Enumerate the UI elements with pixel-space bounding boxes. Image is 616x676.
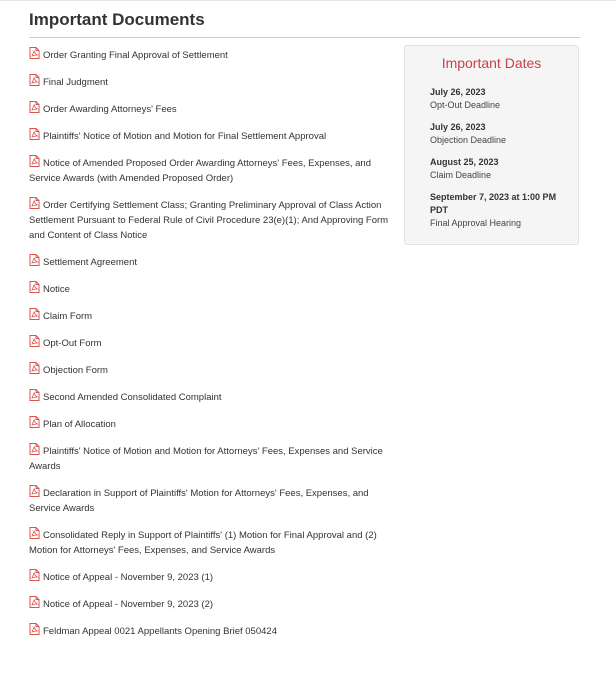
- document-link[interactable]: Settlement Agreement: [43, 257, 137, 268]
- document-link[interactable]: Notice of Appeal - November 9, 2023 (2): [43, 599, 214, 610]
- document-link[interactable]: Notice: [43, 284, 70, 295]
- top-border: [0, 0, 616, 1]
- pdf-icon: [29, 623, 40, 635]
- document-link[interactable]: Plan of Allocation: [43, 419, 116, 430]
- page-content: [29, 9, 580, 637]
- pdf-icon: [29, 443, 40, 455]
- date-entry: [430, 191, 566, 229]
- document-link[interactable]: Feldman Appeal 0021 Appellants Opening Brief 050424: [43, 626, 277, 637]
- document-list-item: [29, 197, 389, 243]
- date-label: Objection Deadline: [430, 135, 507, 145]
- document-list-item: [29, 596, 389, 612]
- pdf-icon: [29, 254, 40, 266]
- document-link[interactable]: Objection Form: [43, 365, 108, 376]
- document-list-item: [29, 101, 389, 117]
- date-value: July 26, 2023: [430, 122, 486, 132]
- date-value: August 25, 2023: [430, 157, 499, 167]
- pdf-icon: [29, 197, 40, 209]
- pdf-icon: [29, 101, 40, 113]
- document-list-item: [29, 335, 389, 351]
- document-link[interactable]: Notice of Amended Proposed Order Awarding Attorneys' Fees, Expenses, and Service Awards (with Amended Proposed Order): [29, 158, 371, 184]
- document-list-item: [29, 485, 389, 516]
- important-dates-list: [430, 86, 566, 229]
- pdf-icon: [29, 485, 40, 497]
- pdf-icon: [29, 389, 40, 401]
- pdf-icon: [29, 74, 40, 86]
- document-link[interactable]: Final Judgment: [43, 77, 108, 88]
- document-link[interactable]: Claim Form: [43, 311, 93, 322]
- document-link[interactable]: Consolidated Reply in Support of Plaintiffs' (1) Motion for Final Approval and (2) Motion for Attorneys' Fees, Expenses, and Service Awards: [29, 530, 377, 556]
- date-value: July 26, 2023: [430, 87, 486, 97]
- document-list-item: [29, 155, 389, 186]
- document-list-item: [29, 443, 389, 474]
- pdf-icon: [29, 308, 40, 320]
- documents-list: [29, 47, 389, 650]
- document-list-item: [29, 416, 389, 432]
- date-label: Opt-Out Deadline: [430, 100, 501, 110]
- date-label: Final Approval Hearing: [430, 218, 522, 228]
- page-title: Important Documents: [29, 9, 580, 38]
- document-link[interactable]: Order Awarding Attorneys' Fees: [43, 104, 177, 115]
- document-link[interactable]: Order Granting Final Approval of Settlement: [43, 50, 228, 61]
- document-list-item: [29, 389, 389, 405]
- date-label: Claim Deadline: [430, 170, 492, 180]
- document-list-item: [29, 128, 389, 144]
- pdf-icon: [29, 155, 40, 167]
- pdf-icon: [29, 281, 40, 293]
- pdf-icon: [29, 335, 40, 347]
- document-list-item: [29, 281, 389, 297]
- important-dates-title: Important Dates: [441, 55, 542, 71]
- date-entry: [430, 86, 566, 111]
- document-list-item: [29, 308, 389, 324]
- pdf-icon: [29, 362, 40, 374]
- pdf-icon: [29, 47, 40, 59]
- document-list-item: [29, 254, 389, 270]
- document-link[interactable]: Order Certifying Settlement Class; Granting Preliminary Approval of Class Action Settlement Pursuant to Federal Rule of Civil Procedure 23(e)(1); And Approving Form and Content of Class Notice: [29, 200, 389, 241]
- document-list-item: [29, 623, 389, 639]
- date-value: September 7, 2023 at 1:00 PM PDT: [430, 192, 557, 215]
- date-entry: [430, 156, 566, 181]
- date-entry: [430, 121, 566, 146]
- pdf-icon: [29, 527, 40, 539]
- document-list-item: [29, 47, 389, 63]
- important-dates-panel: [404, 45, 579, 245]
- document-link[interactable]: Plaintiffs' Notice of Motion and Motion for Attorneys' Fees, Expenses and Service Awards: [29, 446, 383, 472]
- pdf-icon: [29, 569, 40, 581]
- document-link[interactable]: Declaration in Support of Plaintiffs' Motion for Attorneys' Fees, Expenses, and Service Awards: [29, 488, 369, 514]
- document-list-item: [29, 527, 389, 558]
- document-link[interactable]: Notice of Appeal - November 9, 2023 (1): [43, 572, 214, 583]
- document-link[interactable]: Plaintiffs' Notice of Motion and Motion for Final Settlement Approval: [43, 131, 327, 142]
- document-list-item: [29, 74, 389, 90]
- document-link[interactable]: Opt-Out Form: [43, 338, 102, 349]
- pdf-icon: [29, 596, 40, 608]
- document-list-item: [29, 569, 389, 585]
- document-link[interactable]: Second Amended Consolidated Complaint: [43, 392, 222, 403]
- pdf-icon: [29, 416, 40, 428]
- document-list-item: [29, 362, 389, 378]
- pdf-icon: [29, 128, 40, 140]
